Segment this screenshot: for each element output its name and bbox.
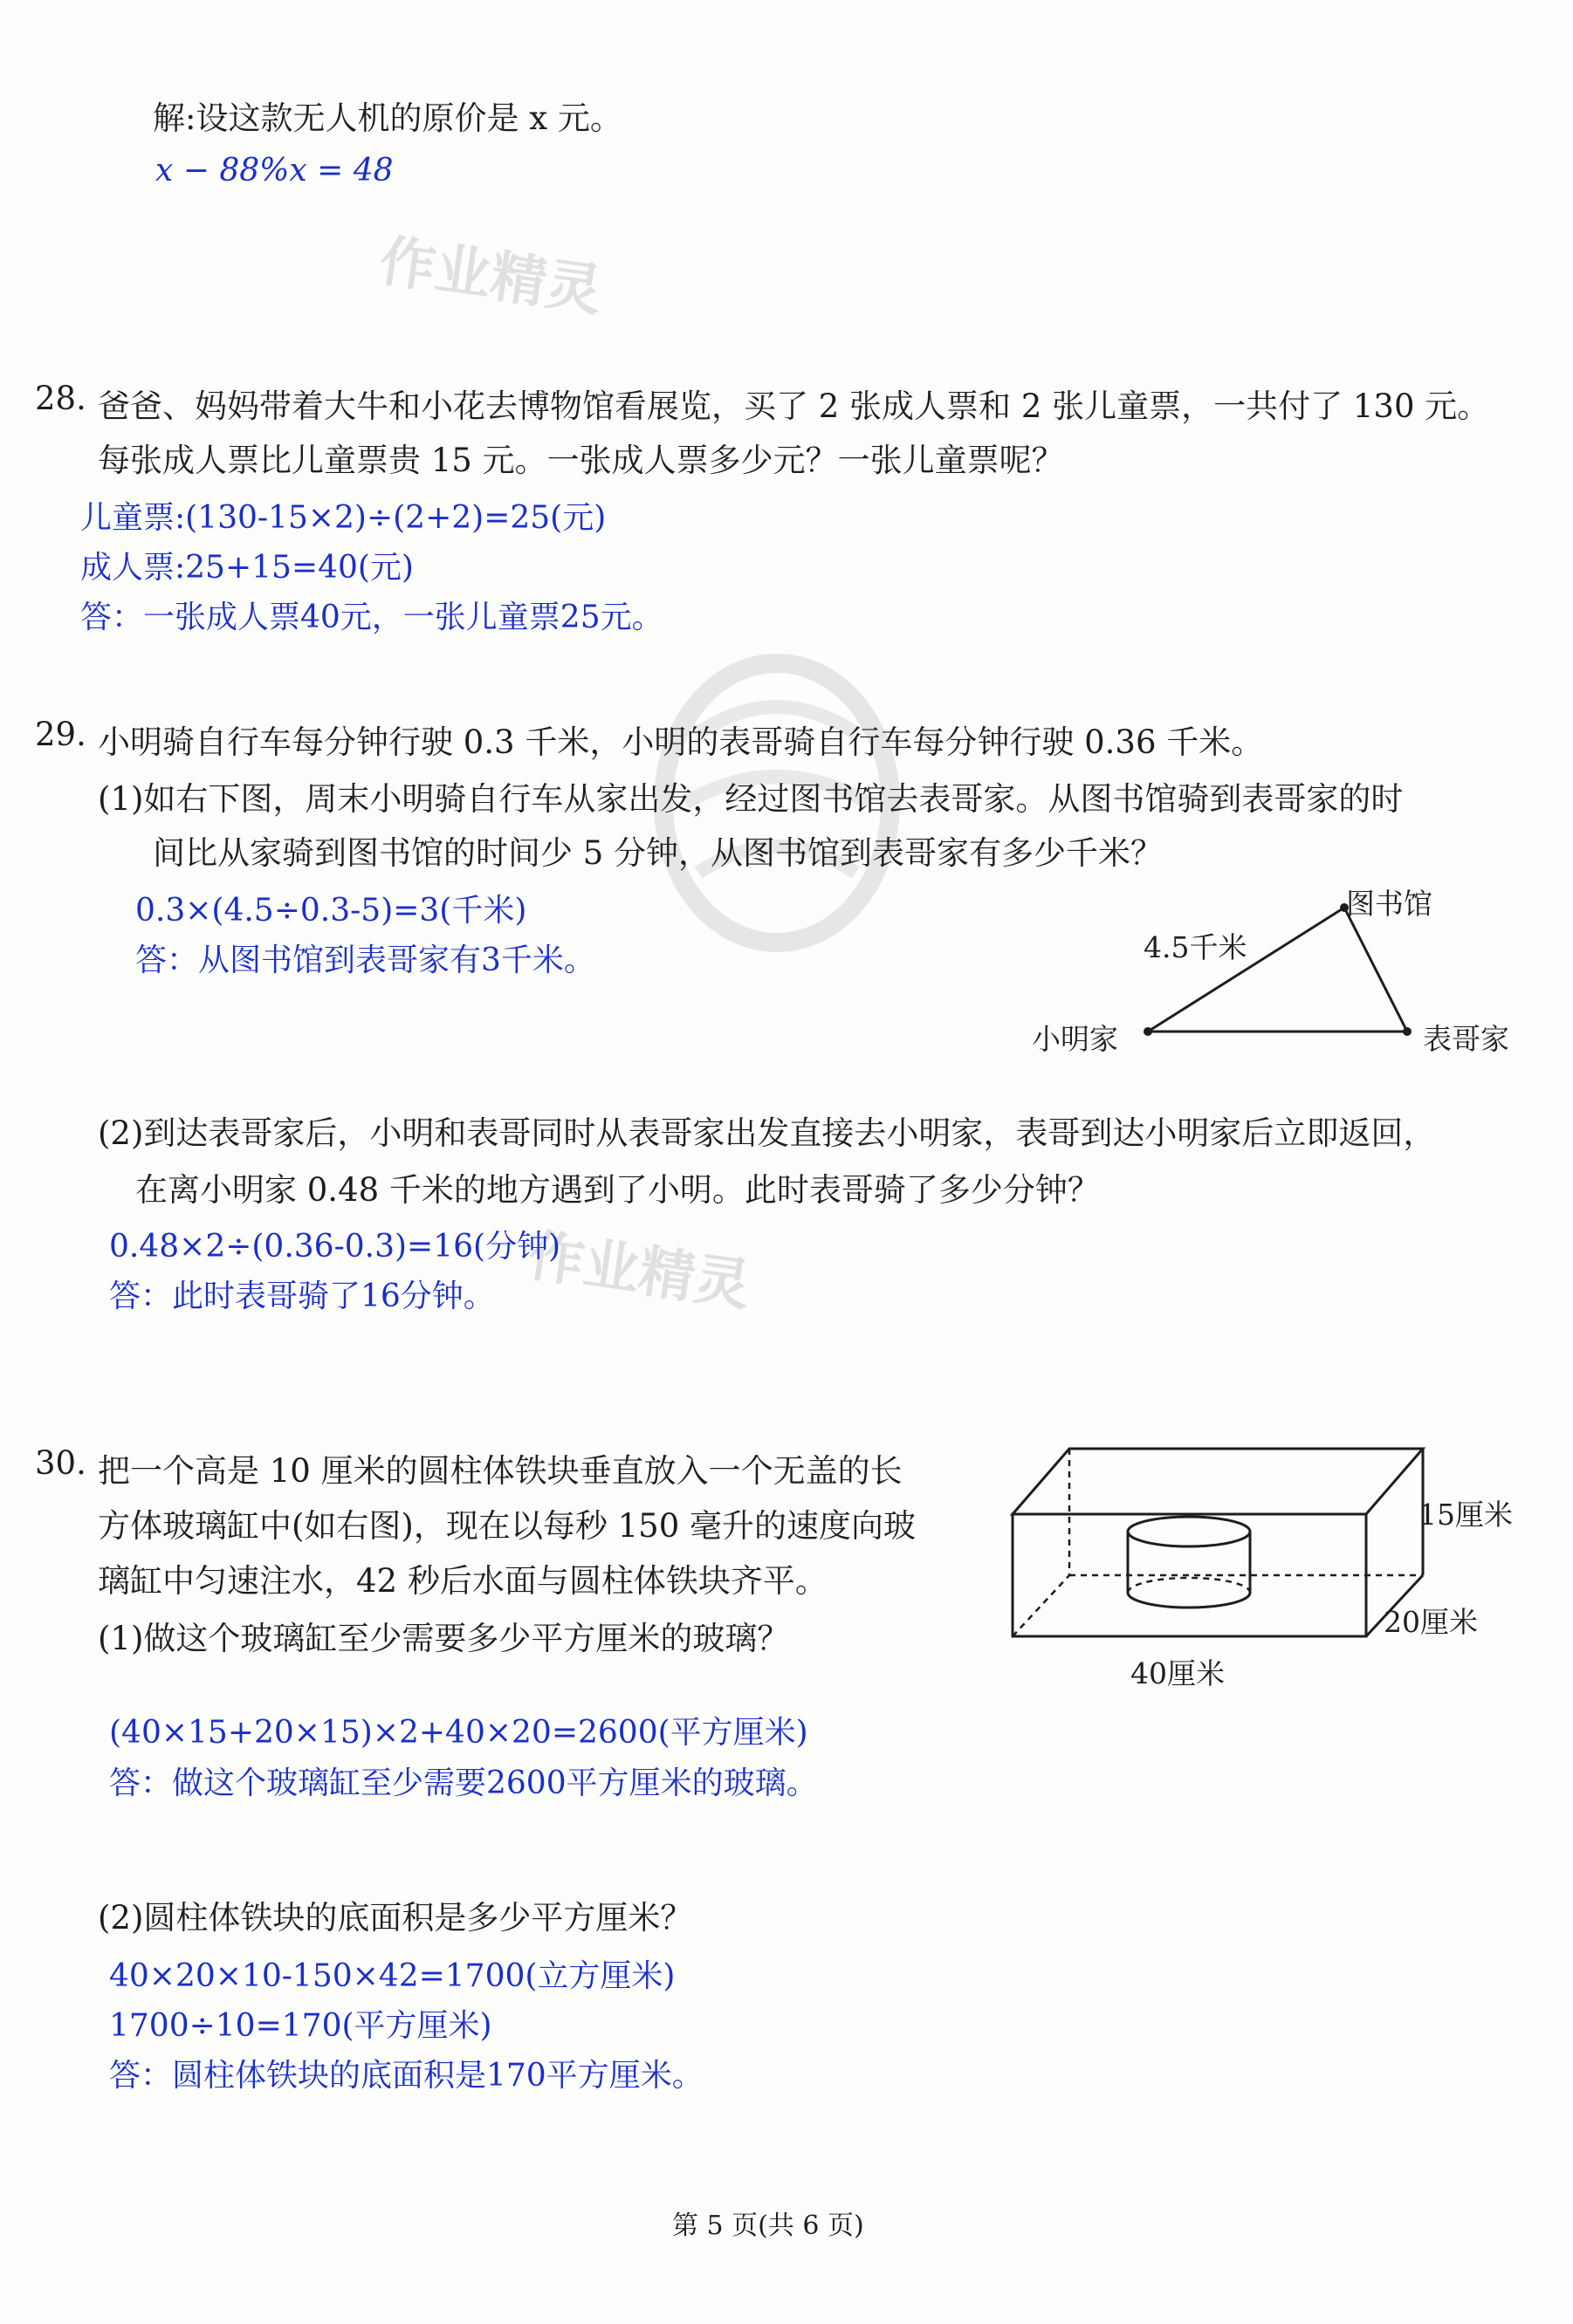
q27-solution-intro: 解:设这款无人机的原价是 x 元。 bbox=[153, 99, 622, 137]
label-home: 小明家 bbox=[1032, 1022, 1118, 1056]
q30-line1: 把一个高是 10 厘米的圆柱体铁块垂直放入一个无盖的长 bbox=[98, 1452, 903, 1490]
watermark-logo: 作业精灵 bbox=[375, 228, 607, 325]
q29-part2-answer-final: 答：此时表哥骑了16分钟。 bbox=[109, 1279, 495, 1314]
q30-line2: 方体玻璃缸中(如右图)，现在以每秒 150 毫升的速度向玻 bbox=[98, 1507, 917, 1545]
watermark-logo-2: 作业精灵 bbox=[524, 1223, 755, 1320]
q29-part1-line2: 间比从家骑到图书馆的时间少 5 分钟，从图书馆到表哥家有多少千米？ bbox=[153, 834, 1164, 872]
q29-part1-answer-final: 答：从图书馆到表哥家有3千米。 bbox=[135, 943, 595, 978]
label-tank-length: 40厘米 bbox=[1130, 1656, 1225, 1690]
q30-part1-answer: (40×15+20×15)×2+40×20=2600(平方厘米) bbox=[109, 1715, 808, 1751]
label-library: 图书馆 bbox=[1346, 887, 1432, 921]
label-tank-height: 15厘米 bbox=[1418, 1498, 1513, 1532]
q28-number: 28. bbox=[35, 380, 86, 417]
iron-cylinder bbox=[1128, 1517, 1250, 1608]
glass-tank-diagram bbox=[1004, 1431, 1563, 1649]
q27-equation: x − 88%x = 48 bbox=[155, 153, 394, 189]
q28-answer-child: 儿童票:(130-15×2)÷(2+2)=25(元) bbox=[80, 500, 607, 536]
page-number: 第 5 页(共 6 页) bbox=[672, 2211, 864, 2241]
q28-answer-adult: 成人票:25+15=40(元) bbox=[80, 550, 414, 586]
watermark-seal bbox=[602, 628, 951, 1012]
q29-stem: 小明骑自行车每分钟行驶 0.3 千米，小明的表哥骑自行车每分钟行驶 0.36 千米。 bbox=[98, 723, 1264, 761]
q30-part2-answer-volume: 40×20×10-150×42=1700(立方厘米) bbox=[109, 1958, 676, 1994]
label-distance: 4.5千米 bbox=[1144, 930, 1247, 964]
q30-part1-answer-final: 答：做这个玻璃缸至少需要2600平方厘米的玻璃。 bbox=[109, 1765, 818, 1801]
label-tank-width: 20厘米 bbox=[1384, 1605, 1478, 1639]
q29-part2-line1: (2)到达表哥家后，小明和表哥同时从表哥家出发直接去小明家，表哥到达小明家后立即返回， bbox=[98, 1114, 1436, 1152]
q30-line3: 璃缸中匀速注水，42 秒后水面与圆柱体铁块齐平。 bbox=[98, 1562, 828, 1600]
q29-part2-answer: 0.48×2÷(0.36-0.3)=16(分钟) bbox=[109, 1229, 561, 1265]
q28-line2: 每张成人票比儿童票贵 15 元。一张成人票多少元？一张儿童票呢？ bbox=[98, 442, 1064, 479]
q29-part1-line1: (1)如右下图，周末小明骑自行车从家出发，经过图书馆去表哥家。从图书馆骑到表哥家的时 bbox=[98, 780, 1404, 818]
label-cousin-home: 表哥家 bbox=[1423, 1022, 1509, 1056]
home-point bbox=[1144, 1027, 1152, 1036]
q28-line1: 爸爸、妈妈带着大牛和小花去博物馆看展览，买了 2 张成人票和 2 张儿童票，一共付了 130 元。 bbox=[98, 387, 1490, 425]
cousin-home-point bbox=[1403, 1027, 1412, 1036]
q29-part1-answer: 0.3×(4.5÷0.3-5)=3(千米) bbox=[135, 893, 527, 929]
q30-part2-answer-area: 1700÷10=170(平方厘米) bbox=[109, 2008, 492, 2044]
q30-part2: (2)圆柱体铁块的底面积是多少平方厘米？ bbox=[98, 1899, 693, 1937]
q30-part2-answer-final: 答：圆柱体铁块的底面积是170平方厘米。 bbox=[109, 2058, 704, 2094]
q30-part1: (1)做这个玻璃缸至少需要多少平方厘米的玻璃？ bbox=[98, 1620, 790, 1657]
q29-part2-line2: 在离小明家 0.48 千米的地方遇到了小明。此时表哥骑了多少分钟？ bbox=[135, 1171, 1100, 1209]
q30-number: 30. bbox=[35, 1444, 86, 1482]
q29-number: 29. bbox=[35, 716, 86, 753]
q28-answer-final: 答：一张成人票40元，一张儿童票25元。 bbox=[80, 600, 663, 635]
